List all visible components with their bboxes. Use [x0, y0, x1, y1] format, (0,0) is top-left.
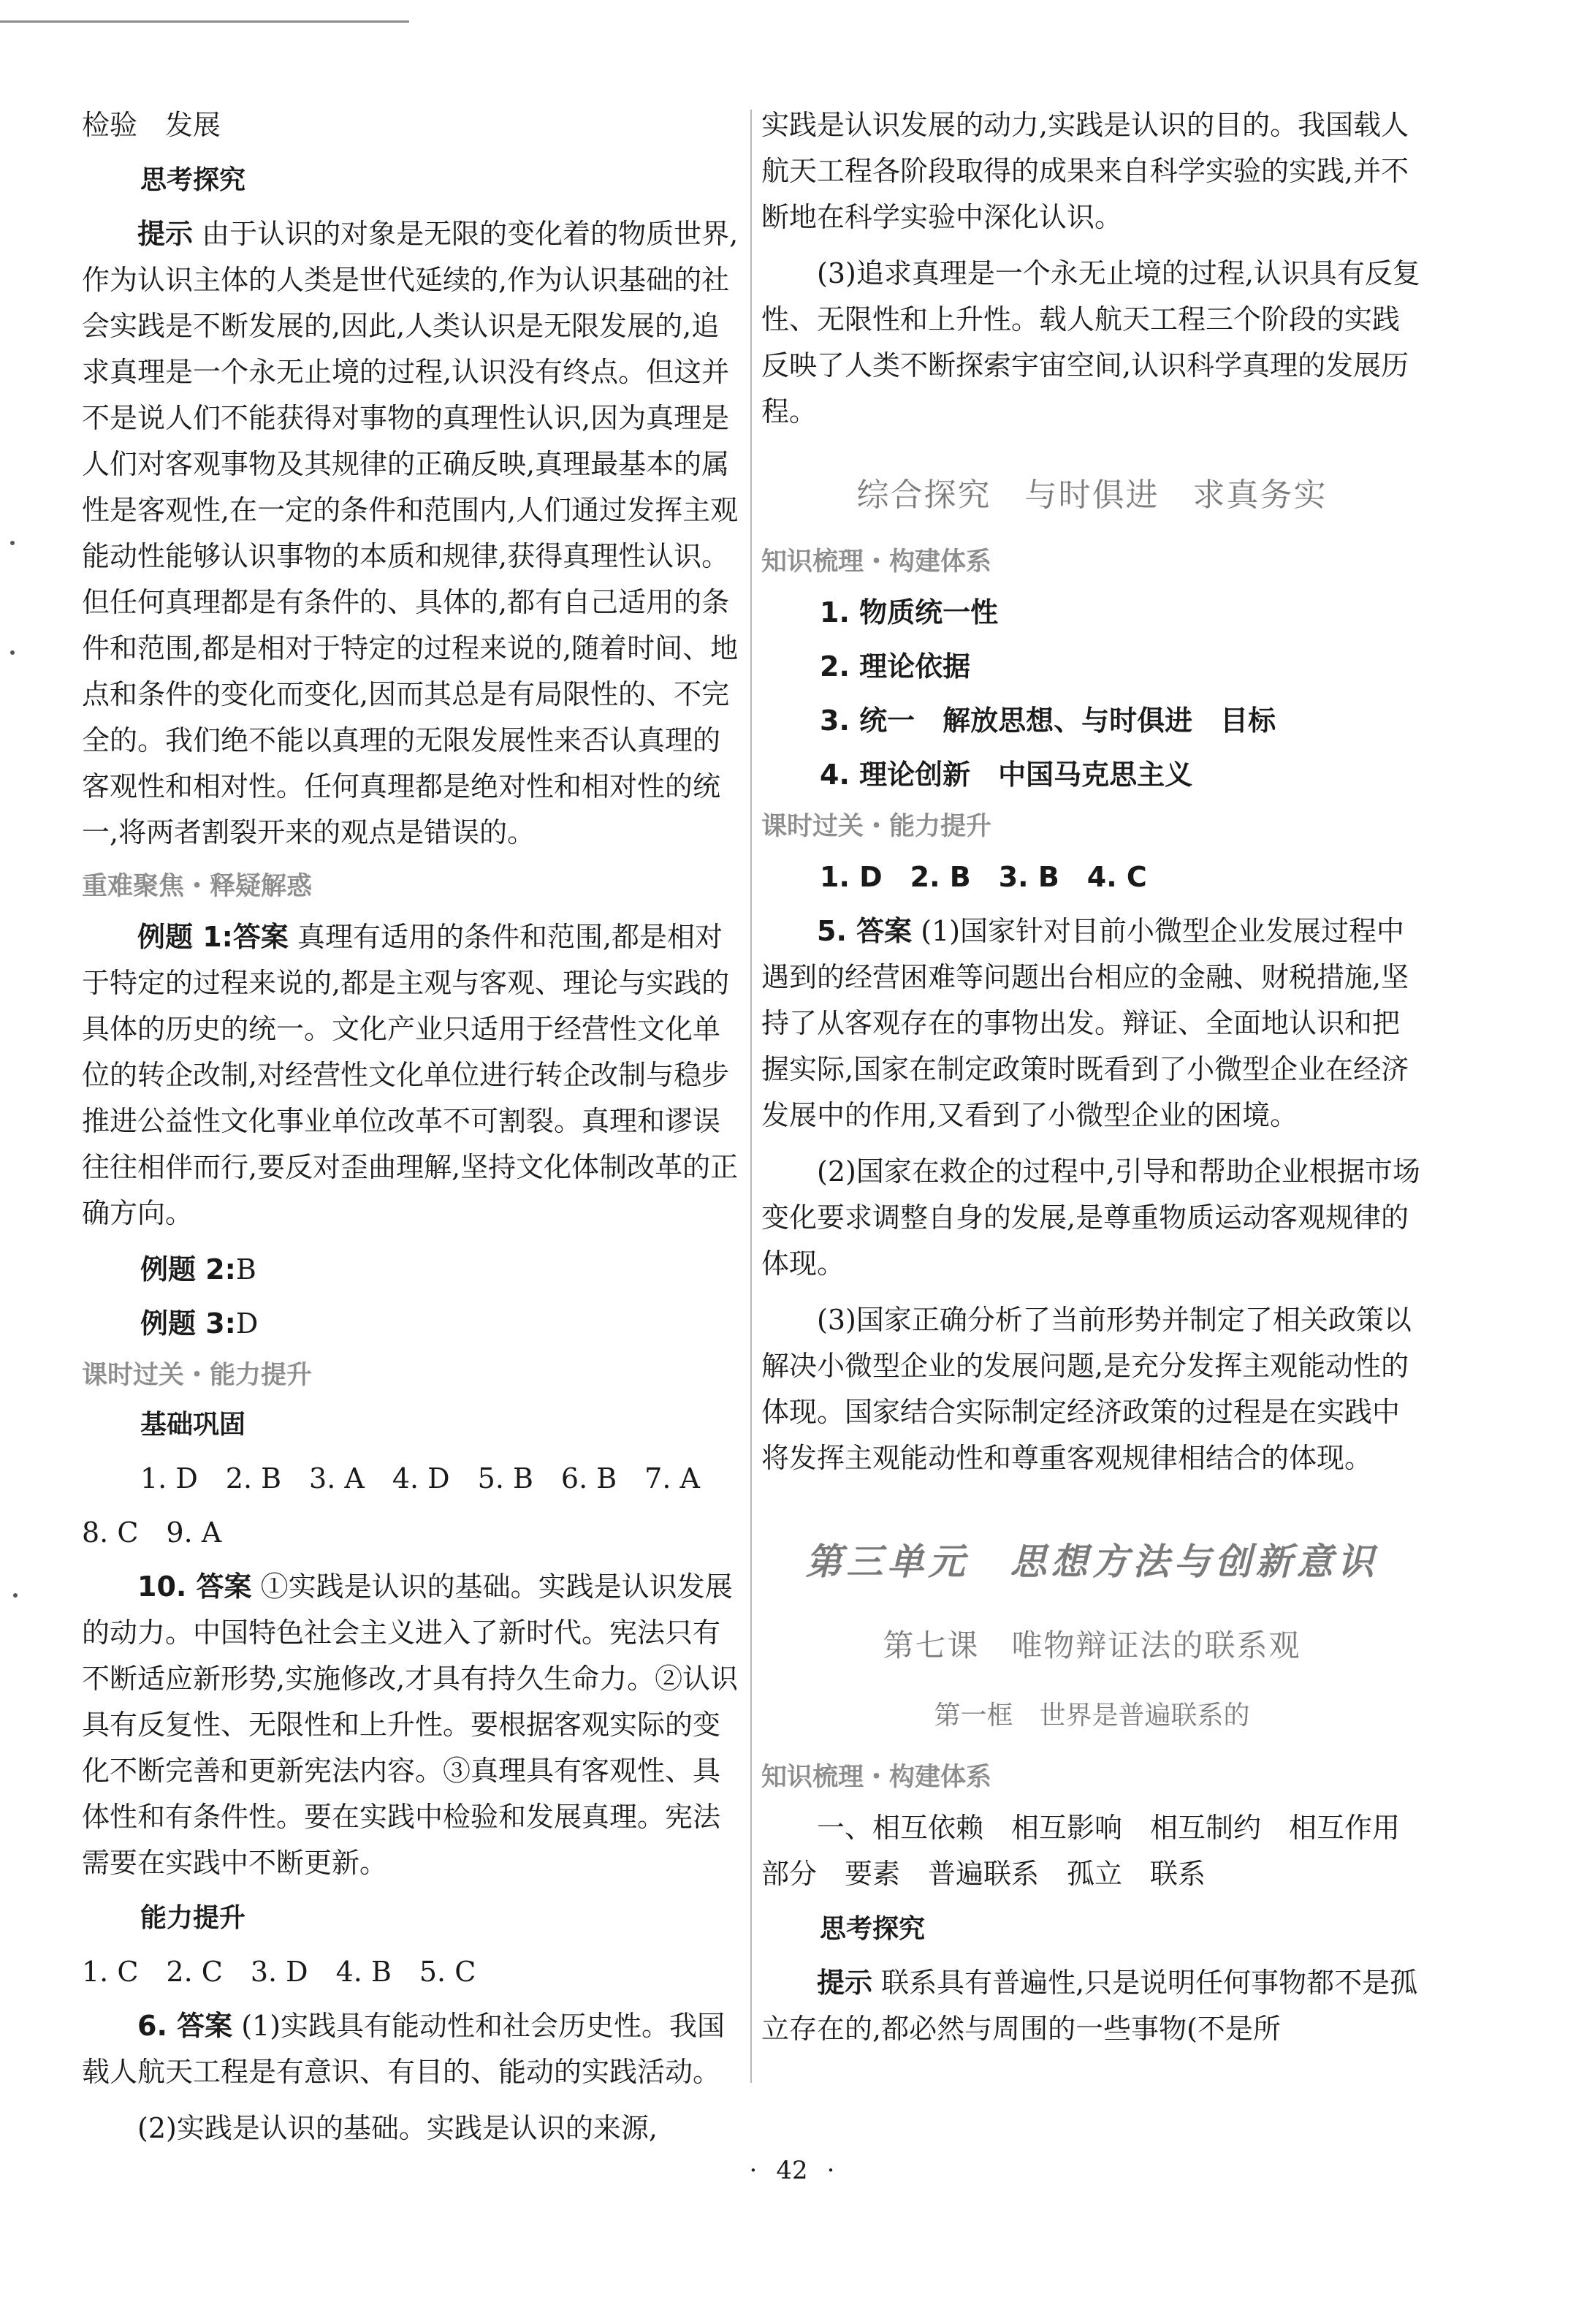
answer-6-text: (1)实践具有能动性和社会历史性。我国载人航天工程是有意识、有目的、能动的实践活动。 — [82, 2010, 726, 2088]
frame-heading: 第一框 世界是普遍联系的 — [934, 1701, 1250, 1731]
answer-6-paragraph — [82, 2003, 739, 2095]
subheading-think: 思考探究 — [140, 165, 246, 195]
answer-row: 1. 物质统一性 — [820, 596, 999, 629]
answer-row: 3. 统一 解放思想、与时俱进 目标 — [820, 705, 1276, 737]
column-divider — [750, 110, 752, 2083]
unit-heading: 第三单元 思想方法与创新意识 — [805, 1541, 1379, 1583]
answer-5-text: (1)国家针对目前小微型企业发展过程中遇到的经营困难等问题出台相应的金融、财税措施,坚持了从客观存在的事物出发。辩证、全面地认识和把握实际,国家在制定政策时既看到了小微型企业在经济发展中的作用,又看到了小微型企业的困境。 — [761, 915, 1409, 1131]
answer-row: 1. D 2. B 3. A 4. D 5. B 6. B 7. A — [140, 1462, 700, 1495]
answer-10-paragraph — [82, 1564, 739, 1886]
section-label-key-points: 重难聚焦・释疑解惑 — [82, 872, 313, 901]
section-label-lesson-pass: 课时过关・能力提升 — [761, 812, 992, 841]
scan-speck — [13, 1593, 18, 1598]
top-rule — [0, 20, 409, 23]
section-label-lesson-pass: 课时过关・能力提升 — [82, 1361, 313, 1390]
hint-paragraph — [82, 211, 739, 856]
example-3-value: D — [235, 1307, 259, 1340]
answer-row: 8. C 9. A — [82, 1516, 222, 1549]
example-1-text: 真理有适用的条件和范围,都是相对于特定的过程来说的,都是主观与客观、理论与实践的具体的历史的统一。文化产业只适用于经营性文化单位的转企改制,对经营性文化单位进行转企改制与稳步推进公益性文化事业单位改革不可割裂。真理和谬误往往相伴而行,要反对歪曲理解,坚持文化体制改革的正确方向。 — [82, 921, 739, 1229]
example-1-paragraph — [82, 914, 739, 1237]
lesson-heading: 第七课 唯物辩证法的联系观 — [883, 1628, 1301, 1663]
left-column — [82, 102, 739, 2144]
subheading-think: 思考探究 — [820, 1914, 926, 1944]
hint-text: 由于认识的对象是无限的变化着的物质世界,作为认识主体的人类是世代延续的,作为认识基础的社会实践是不断发展的,因此,人类认识是无限发展的,追求真理是一个永无止境的过程,认识没有终点。但这并不是说人们不能获得对事物的真理性认识,因为真理是人们对客观事物及其规律的正确反映,真理最基本的属性是客观性,在一定的条件和范围内,人们通过发挥主观能动性能够认识事物的本质和规律,获得真理性认识。但任何真理都是有条件的、具体的,都有自己适用的条件和范围,都是相对于特定的过程来说的,随着时间、地点和条件的变化而变化,因而其总是有局限性的、不完全的。我们绝不能以真理的无限发展性来否认真理的客观性和相对性。任何真理都是绝对性和相对性的统一,将两者割裂开来的观点是错误的。 — [82, 218, 739, 848]
section-heading: 综合探究 与时俱进 求真务实 — [856, 476, 1328, 514]
example-2-label: 例题 2: — [140, 1253, 236, 1286]
subheading-ability: 能力提升 — [140, 1903, 246, 1933]
knowledge-answer: 一、相互依赖 相互影响 相互制约 相互作用 部分 要素 普遍联系 孤立 联系 — [761, 1812, 1428, 1890]
hint-paragraph — [761, 1960, 1423, 2052]
example-1-label: 例题 1:答案 — [137, 921, 289, 953]
answer-6-label: 6. 答案 — [137, 2010, 233, 2042]
example-3-answer — [140, 1301, 739, 1346]
page-number-value: 42 — [776, 2156, 808, 2185]
scan-speck — [10, 650, 15, 655]
hint-label: 提示 — [817, 1967, 873, 1999]
scan-speck — [10, 541, 15, 545]
section-label-knowledge: 知识梳理・构建体系 — [761, 1763, 992, 1792]
hint-text: 联系具有普遍性,只是说明任何事物都不是孤立存在的,都必然与周围的一些事物(不是所 — [761, 1967, 1418, 2045]
example-2-value: B — [235, 1253, 256, 1286]
subheading-basic: 基础巩固 — [140, 1410, 246, 1440]
answer-10-label: 10. 答案 — [137, 1571, 252, 1603]
hint-label: 提示 — [137, 218, 194, 250]
page-number: · 42 · — [749, 2156, 835, 2185]
section-label-knowledge: 知识梳理・构建体系 — [761, 547, 992, 577]
example-3-label: 例题 3: — [140, 1307, 236, 1340]
text-line: 检验 发展 — [82, 109, 221, 141]
answer-6-part-3: (3)追求真理是一个永无止境的过程,认识具有反复性、无限性和上升性。载人航天工程三个阶段的实践反映了人类不断探索宇宙空间,认识科学真理的发展历程。 — [761, 257, 1420, 428]
answer-5-paragraph — [761, 908, 1423, 1139]
example-2-answer — [140, 1247, 739, 1292]
answer-row: 1. C 2. C 3. D 4. B 5. C — [82, 1956, 476, 1988]
answer-6-continued: (2)实践是认识的基础。实践是认识的来源, — [137, 2112, 658, 2144]
right-column — [761, 102, 1428, 2105]
answer-row: 4. 理论创新 中国马克思主义 — [820, 759, 1193, 791]
answer-10-text: ①实践是认识的基础。实践是认识发展的动力。中国特色社会主义进入了新时代。宪法只有不断适应新形势,实施修改,才具有持久生命力。②认识具有反复性、无限性和上升性。要根据客观实际的变化不断完善和更新宪法内容。③真理具有客观性、具体性和有条件性。要在实践中检验和发展真理。宪法需要在实践中不断更新。 — [82, 1571, 739, 1879]
answer-5-part-2: (2)国家在救企的过程中,引导和帮助企业根据市场变化要求调整自身的发展,是尊重物质运动客观规律的体现。 — [761, 1155, 1420, 1280]
answer-row: 1. D 2. B 3. B 4. C — [820, 861, 1147, 893]
answer-5-part-3: (3)国家正确分析了当前形势并制定了相关政策以解决小微型企业的发展问题,是充分发挥主观能动性的体现。国家结合实际制定经济政策的过程是在实践中将发挥主观能动性和尊重客观规律相结合的体现。 — [761, 1304, 1412, 1474]
answer-5-label: 5. 答案 — [817, 915, 913, 947]
answer-row: 2. 理论依据 — [820, 650, 971, 683]
answer-6-continued: 实践是认识发展的动力,实践是认识的目的。我国载人航天工程各阶段取得的成果来自科学实验的实践,并不断地在科学实验中深化认识。 — [761, 109, 1409, 233]
